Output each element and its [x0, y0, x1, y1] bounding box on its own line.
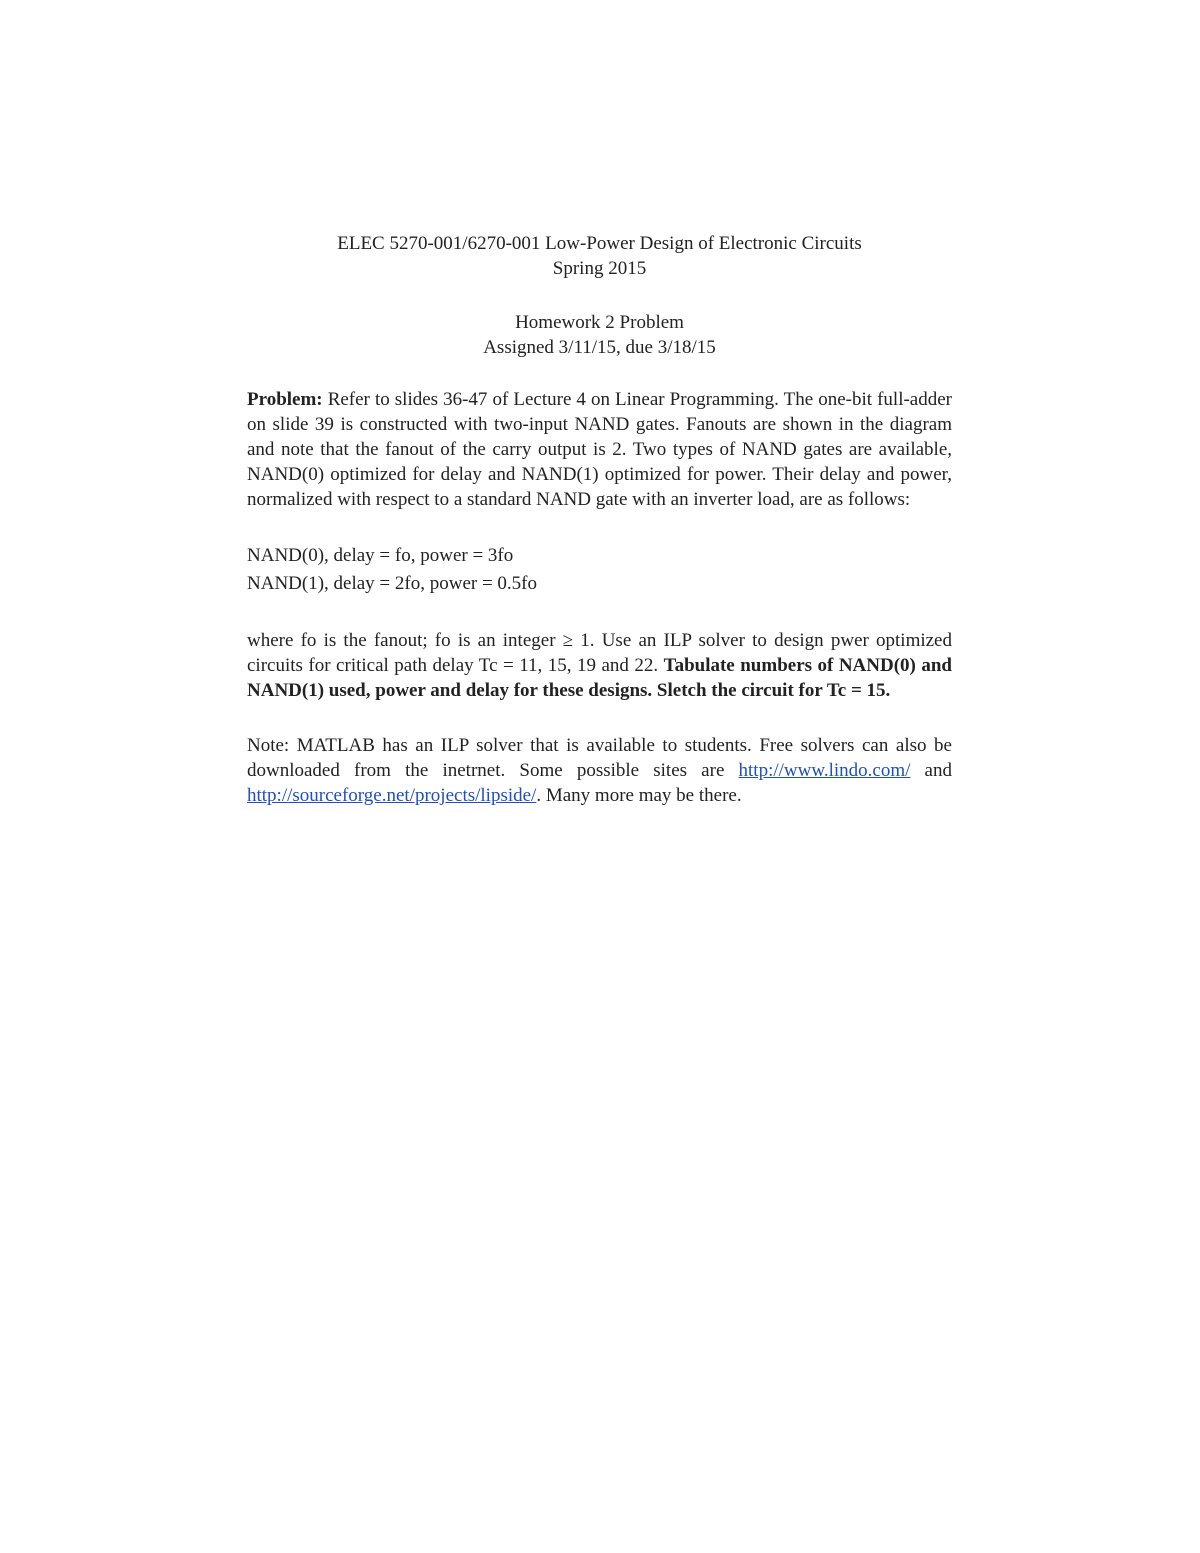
note-between: and: [910, 760, 952, 781]
spacer: [247, 360, 952, 387]
spacer: [247, 512, 952, 542]
spacer: [247, 703, 952, 733]
note-after: . Many more may be there.: [536, 785, 742, 806]
assignment-dates: Assigned 3/11/15, due 3/18/15: [483, 337, 716, 358]
spacer: [247, 598, 952, 628]
term: Spring 2015: [552, 258, 647, 279]
course-title: ELEC 5270-001/6270-001 Low-Power Design of Electronic Circuits: [337, 233, 862, 254]
note-text: Note: MATLAB has an ILP solver that is available to students. Free solvers can also be downloaded from the inetrnet. Some possible sites are: [247, 735, 952, 781]
homework-title: Homework 2 Problem: [515, 312, 684, 333]
task-text: where fo is the fanout; fo is an integer ≥ 1. Use an ILP solver to design pwer optimized circuits for critical path delay Tc = 11, 15, 19 and 22.: [247, 630, 952, 676]
problem-paragraph: [247, 387, 952, 512]
document-content: [247, 231, 952, 808]
task-paragraph: [247, 628, 952, 703]
lindo-link[interactable]: http://www.lindo.com/: [738, 760, 911, 781]
spec-nand0: NAND(0), delay = fo, power = 3fo: [247, 545, 514, 566]
sourceforge-link[interactable]: http://sourceforge.net/projects/lipside/: [247, 785, 537, 806]
problem-text: Refer to slides 36-47 of Lecture 4 on Linear Programming. The one-bit full-adder on slide 39 is constructed with two-input NAND gates. Fanouts are shown in the diagram and note that the fanout of the carry output is 2. Two types of NAND gates are available, NAND(0) optimized for delay and NAND(1) optimized for power. Their delay and power, normalized with respect to a standard NAND gate with an inverter load, are as follows:: [247, 389, 952, 510]
task-bold-text: Tabulate numbers of NAND(0) and NAND(1) used, power and delay for these designs. Sletch the circuit for Tc = 15.: [247, 655, 952, 701]
problem-label: Problem:: [247, 389, 323, 410]
note-paragraph: [247, 733, 952, 808]
spec-nand1: NAND(1), delay = 2fo, power = 0.5fo: [247, 573, 538, 594]
spacer: [247, 281, 952, 310]
